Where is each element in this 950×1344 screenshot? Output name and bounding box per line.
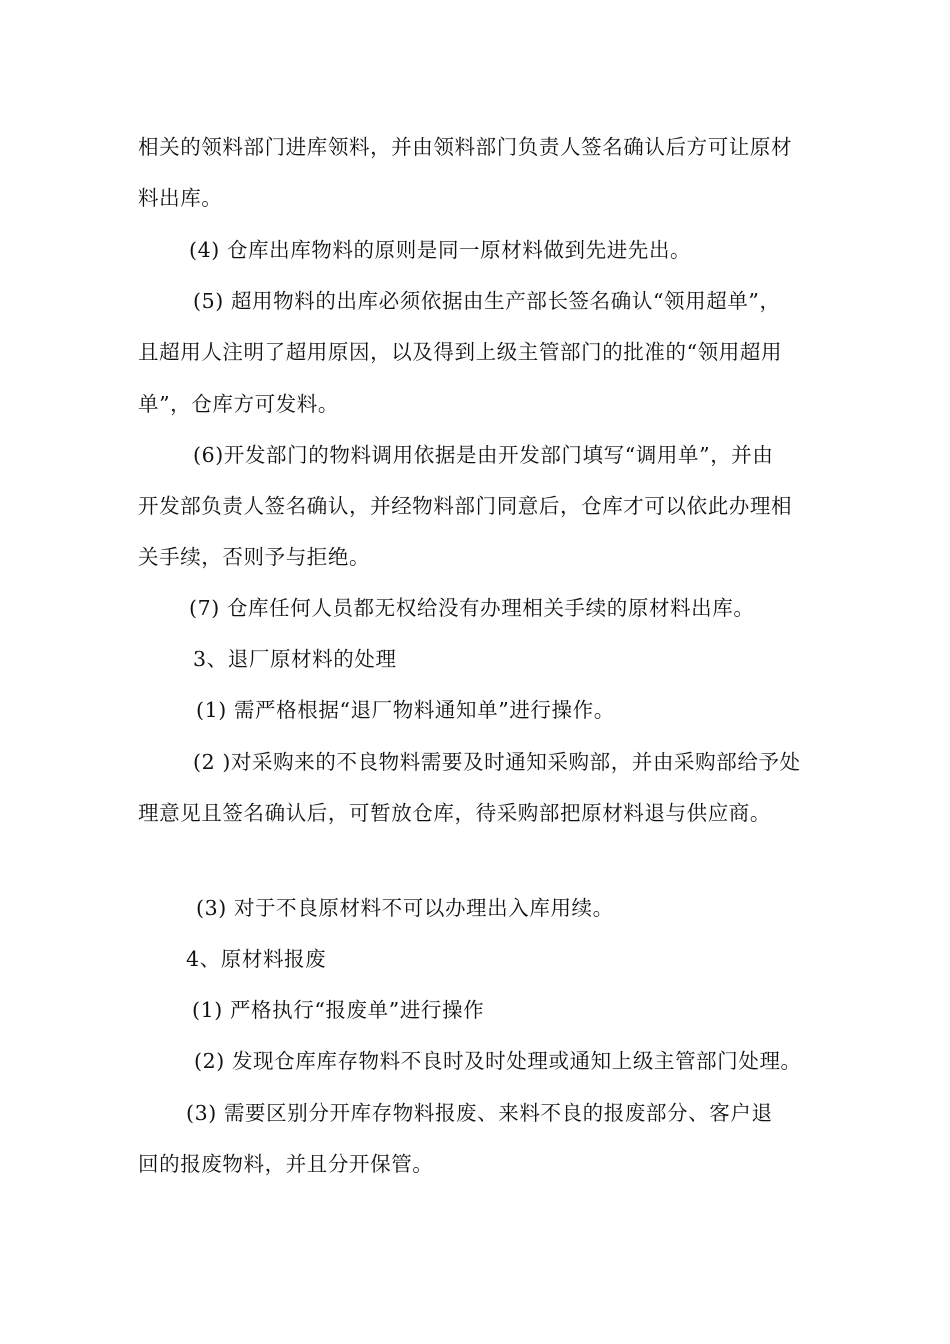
- section-heading-3: 3、退厂原材料的处理: [193, 647, 397, 671]
- section-heading-4: 4、原材料报废: [186, 947, 327, 971]
- paragraph-line: 单”，仓库方可发料。: [138, 392, 339, 416]
- list-item-3: (3) 需要区别分开库存物料报废、来料不良的报废部分、客户退: [186, 1101, 773, 1125]
- list-item-4: (4) 仓库出库物料的原则是同一原材料做到先进先出。: [189, 238, 692, 262]
- list-item-6: (6)开发部门的物料调用依据是由开发部门填写“调用单”，并由: [193, 443, 774, 467]
- list-item-1: (1) 严格执行“报废单”进行操作: [192, 998, 485, 1022]
- list-item-2: (2) 发现仓库库存物料不良时及时处理或通知上级主管部门处理。: [194, 1049, 802, 1073]
- paragraph-line: 料出库。: [138, 186, 223, 210]
- list-item-2: (2 )对采购来的不良物料需要及时通知采购部，并由采购部给予处: [193, 750, 801, 774]
- list-item-7: (7) 仓库任何人员都无权给没有办理相关手续的原材料出库。: [189, 596, 755, 620]
- paragraph-line: 开发部负责人签名确认，并经物料部门同意后，仓库才可以依此办理相: [138, 494, 793, 518]
- list-item-1: (1) 需严格根据“退厂物料通知单”进行操作。: [196, 698, 615, 722]
- list-item-5: (5) 超用物料的出库必须依据由生产部长签名确认“领用超单”，: [193, 289, 781, 313]
- paragraph-line: 关手续，否则予与拒绝。: [138, 545, 371, 569]
- list-item-3: (3) 对于不良原材料不可以办理出入库用续。: [196, 896, 614, 920]
- paragraph-line: 相关的领料部门进库领料，并由领料部门负责人签名确认后方可让原材: [138, 135, 793, 159]
- paragraph-line: 理意见且签名确认后，可暂放仓库，待采购部把原材料退与供应商。: [138, 801, 771, 825]
- paragraph-line: 且超用人注明了超用原因，以及得到上级主管部门的批准的“领用超用: [138, 340, 783, 364]
- paragraph-line: 回的报废物料，并且分开保管。: [138, 1152, 434, 1176]
